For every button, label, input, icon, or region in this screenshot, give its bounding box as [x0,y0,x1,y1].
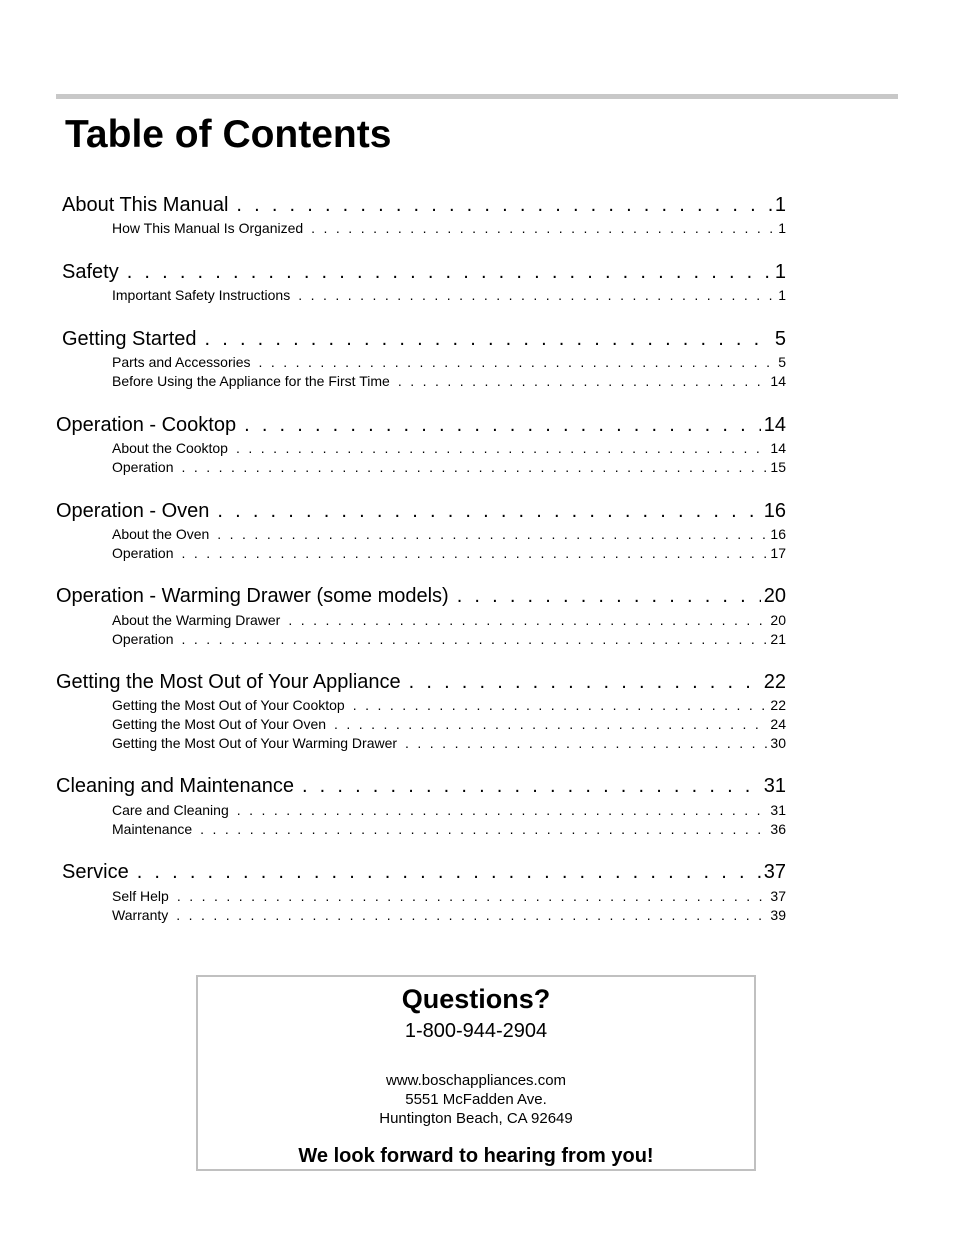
toc-section[interactable] [56,584,786,608]
dot-leader [353,696,768,714]
subsection-title: Maintenance [112,821,193,837]
dot-leader [398,372,768,390]
subsection-page-number: 22 [770,697,786,713]
section-title: Cleaning and Maintenance [56,775,294,797]
subsection-page-number: 14 [770,440,786,456]
toc-section[interactable] [56,499,786,523]
subsection-page-number: 17 [770,545,786,561]
subsection-page-number: 21 [770,631,786,647]
subsection-page-number: 16 [770,526,786,542]
toc-subsection[interactable] [112,630,786,648]
street-address: 5551 McFadden Ave. [405,1091,547,1108]
subsection-title: How This Manual Is Organized [112,220,304,236]
toc-subsection[interactable] [112,801,786,819]
toc-section[interactable] [56,774,786,798]
dot-leader [176,906,767,924]
dot-leader [137,860,761,884]
subsection-title: Important Safety Instructions [112,287,291,303]
dot-leader [127,260,772,284]
subsection-title: Operation [112,545,174,561]
questions-box [196,975,756,1171]
toc-subsection[interactable] [112,525,786,543]
toc-section[interactable] [62,193,786,217]
subsection-page-number: 30 [770,735,786,751]
subsection-page-number: 39 [770,907,786,923]
section-page-number: 1 [774,194,786,216]
section-page-number: 37 [763,861,786,883]
section-page-number: 1 [774,261,786,283]
toc-subsection[interactable] [112,696,786,714]
toc-subsection[interactable] [112,458,786,476]
section-title: Operation - Warming Drawer (some models) [56,585,449,607]
toc-subsection[interactable] [112,544,786,562]
phone-number: 1-800-944-2904 [404,1020,548,1042]
toc-subsection[interactable] [112,887,786,905]
toc-subsection[interactable] [112,715,786,733]
questions-heading: Questions? [401,984,551,1014]
subsection-page-number: 5 [778,354,786,370]
dot-leader [217,499,760,523]
section-title: Operation - Oven [56,500,210,522]
subsection-page-number: 14 [770,373,786,389]
subsection-title: Self Help [112,888,169,904]
subsection-title: Care and Cleaning [112,802,229,818]
website-link[interactable]: www.boschappliances.com [385,1072,567,1089]
dot-leader [237,801,768,819]
dot-leader [181,458,767,476]
section-page-number: 20 [763,585,786,607]
page-title: Table of Contents [65,113,392,156]
dot-leader [302,774,761,798]
dot-leader [311,219,775,237]
dot-leader [259,353,776,371]
toc-section[interactable] [62,860,786,884]
section-title: Operation - Cooktop [56,414,237,436]
toc-subsection[interactable] [112,219,786,237]
subsection-page-number: 37 [770,888,786,904]
dot-leader [236,439,767,457]
subsection-title: Warranty [112,907,169,923]
toc-subsection[interactable] [112,906,786,924]
city-address: Huntington Beach, CA 92649 [379,1110,573,1127]
subsection-page-number: 1 [778,287,786,303]
subsection-title: About the Warming Drawer [112,612,281,628]
section-page-number: 22 [763,671,786,693]
subsection-page-number: 24 [770,716,786,732]
toc-subsection[interactable] [112,734,786,752]
dot-leader [405,734,767,752]
dot-leader [334,715,767,733]
subsection-page-number: 36 [770,821,786,837]
section-title: Getting the Most Out of Your Appliance [56,671,401,693]
subsection-title: Operation [112,459,174,475]
dot-leader [298,286,775,304]
section-title: About This Manual [62,194,229,216]
closing-message: We look forward to hearing from you! [298,1145,654,1167]
subsection-page-number: 15 [770,459,786,475]
dot-leader [181,544,767,562]
subsection-title: Parts and Accessories [112,354,251,370]
toc-subsection[interactable] [112,611,786,629]
dot-leader [244,413,761,437]
toc-section[interactable] [62,260,786,284]
toc-section[interactable] [56,413,786,437]
toc-subsection[interactable] [112,353,786,371]
dot-leader [181,630,767,648]
dot-leader [236,193,771,217]
toc-section[interactable] [56,670,786,694]
subsection-page-number: 31 [770,802,786,818]
subsection-title: Operation [112,631,174,647]
subsection-page-number: 20 [770,612,786,628]
subsection-title: Getting the Most Out of Your Oven [112,716,327,732]
dot-leader [205,327,772,351]
toc-subsection[interactable] [112,286,786,304]
toc-subsection[interactable] [112,372,786,390]
dot-leader [409,670,761,694]
subsection-title: About the Oven [112,526,210,542]
section-page-number: 16 [763,500,786,522]
dot-leader [200,820,767,838]
subsection-title: About the Cooktop [112,440,228,456]
section-title: Safety [62,261,119,283]
section-title: Service [62,861,129,883]
dot-leader [457,584,761,608]
subsection-page-number: 1 [778,220,786,236]
toc-section[interactable] [62,327,786,351]
subsection-title: Before Using the Appliance for the First Time [112,373,390,389]
section-page-number: 5 [774,328,786,350]
section-page-number: 31 [763,775,786,797]
dot-leader [217,525,767,543]
dot-leader [288,611,767,629]
section-page-number: 14 [763,414,786,436]
toc-subsection[interactable] [112,439,786,457]
subsection-title: Getting the Most Out of Your Cooktop [112,697,345,713]
toc-subsection[interactable] [112,820,786,838]
section-title: Getting Started [62,328,197,350]
subsection-title: Getting the Most Out of Your Warming Drawer [112,735,398,751]
dot-leader [177,887,768,905]
